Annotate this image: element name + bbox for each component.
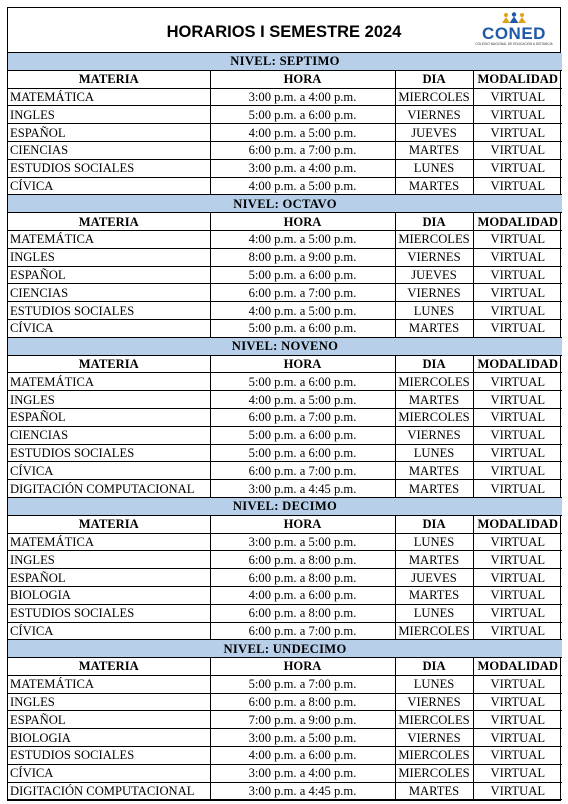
title-row — [8, 8, 560, 53]
time-cell: 3:00 p.m. a 4:00 p.m. — [210, 764, 395, 782]
time-cell: 3:00 p.m. a 5:00 p.m. — [210, 533, 395, 551]
table-row — [8, 729, 562, 747]
day-cell: MARTES — [395, 782, 473, 800]
day-cell: MIERCOLES — [395, 711, 473, 729]
subject-cell: MATEMÁTICA — [8, 373, 210, 391]
day-cell: MIERCOLES — [395, 764, 473, 782]
table-row — [8, 124, 562, 142]
mode-cell: VIRTUAL — [473, 373, 562, 391]
time-cell: 3:00 p.m. a 4:45 p.m. — [210, 480, 395, 498]
column-header-row — [8, 213, 562, 231]
time-cell: 4:00 p.m. a 6:00 p.m. — [210, 586, 395, 604]
subject-cell: ESPAÑOL — [8, 124, 210, 142]
time-cell: 3:00 p.m. a 4:00 p.m. — [210, 88, 395, 106]
day-cell: MARTES — [395, 391, 473, 409]
time-cell: 5:00 p.m. a 6:00 p.m. — [210, 319, 395, 337]
header-hora: HORA — [210, 213, 395, 231]
day-cell: MIERCOLES — [395, 622, 473, 640]
subject-cell: INGLES — [8, 106, 210, 124]
subject-cell: BIOLOGIA — [8, 729, 210, 747]
day-cell: MARTES — [395, 319, 473, 337]
table-row — [8, 159, 562, 177]
mode-cell: VIRTUAL — [473, 124, 562, 142]
mode-cell: VIRTUAL — [473, 782, 562, 800]
table-row — [8, 586, 562, 604]
subject-cell: INGLES — [8, 693, 210, 711]
day-cell: MARTES — [395, 141, 473, 159]
day-cell: MIERCOLES — [395, 230, 473, 248]
header-modalidad: MODALIDAD — [473, 658, 562, 676]
table-row — [8, 604, 562, 622]
header-dia: DIA — [395, 515, 473, 533]
subject-cell: INGLES — [8, 248, 210, 266]
table-row — [8, 711, 562, 729]
time-cell: 5:00 p.m. a 6:00 p.m. — [210, 426, 395, 444]
table-row — [8, 533, 562, 551]
day-cell: VIERNES — [395, 106, 473, 124]
mode-cell: VIRTUAL — [473, 106, 562, 124]
table-row — [8, 141, 562, 159]
day-cell: MIERCOLES — [395, 373, 473, 391]
table-row — [8, 230, 562, 248]
logo-subtitle: COLEGIO NACIONAL DE EDUCACIÓN A DISTANCIA — [475, 42, 553, 46]
subject-cell: ESTUDIOS SOCIALES — [8, 747, 210, 765]
time-cell: 6:00 p.m. a 7:00 p.m. — [210, 622, 395, 640]
level-row — [8, 497, 562, 515]
table-row — [8, 782, 562, 800]
day-cell: VIERNES — [395, 426, 473, 444]
day-cell: MIERCOLES — [395, 408, 473, 426]
table-row — [8, 319, 562, 337]
mode-cell: VIRTUAL — [473, 177, 562, 195]
header-materia: MATERIA — [8, 213, 210, 231]
header-materia: MATERIA — [8, 70, 210, 88]
time-cell: 4:00 p.m. a 5:00 p.m. — [210, 124, 395, 142]
mode-cell: VIRTUAL — [473, 533, 562, 551]
day-cell: VIERNES — [395, 729, 473, 747]
table-row — [8, 480, 562, 498]
mode-cell: VIRTUAL — [473, 391, 562, 409]
day-cell: LUNES — [395, 159, 473, 177]
day-cell: VIERNES — [395, 248, 473, 266]
table-row — [8, 284, 562, 302]
day-cell: LUNES — [395, 533, 473, 551]
subject-cell: INGLES — [8, 551, 210, 569]
mode-cell: VIRTUAL — [473, 462, 562, 480]
time-cell: 3:00 p.m. a 4:45 p.m. — [210, 782, 395, 800]
time-cell: 4:00 p.m. a 5:00 p.m. — [210, 391, 395, 409]
day-cell: MARTES — [395, 480, 473, 498]
subject-cell: CÍVICA — [8, 319, 210, 337]
table-row — [8, 391, 562, 409]
header-hora: HORA — [210, 658, 395, 676]
header-materia: MATERIA — [8, 658, 210, 676]
time-cell: 4:00 p.m. a 5:00 p.m. — [210, 230, 395, 248]
subject-cell: ESTUDIOS SOCIALES — [8, 604, 210, 622]
day-cell: LUNES — [395, 444, 473, 462]
header-dia: DIA — [395, 70, 473, 88]
mode-cell: VIRTUAL — [473, 284, 562, 302]
header-modalidad: MODALIDAD — [473, 70, 562, 88]
day-cell: JUEVES — [395, 569, 473, 587]
time-cell: 5:00 p.m. a 6:00 p.m. — [210, 444, 395, 462]
time-cell: 6:00 p.m. a 7:00 p.m. — [210, 141, 395, 159]
mode-cell: VIRTUAL — [473, 569, 562, 587]
mode-cell: VIRTUAL — [473, 266, 562, 284]
column-header-row — [8, 355, 562, 373]
time-cell: 6:00 p.m. a 8:00 p.m. — [210, 693, 395, 711]
mode-cell: VIRTUAL — [473, 622, 562, 640]
table-row — [8, 675, 562, 693]
header-hora: HORA — [210, 515, 395, 533]
subject-cell: CÍVICA — [8, 177, 210, 195]
header-dia: DIA — [395, 355, 473, 373]
coned-logo — [472, 12, 556, 48]
table-row — [8, 551, 562, 569]
time-cell: 8:00 p.m. a 9:00 p.m. — [210, 248, 395, 266]
level-title: NIVEL: NOVENO — [8, 337, 562, 355]
time-cell: 6:00 p.m. a 8:00 p.m. — [210, 551, 395, 569]
mode-cell: VIRTUAL — [473, 230, 562, 248]
column-header-row — [8, 658, 562, 676]
time-cell: 6:00 p.m. a 8:00 p.m. — [210, 569, 395, 587]
mode-cell: VIRTUAL — [473, 551, 562, 569]
schedule-sheet — [7, 7, 561, 801]
day-cell: VIERNES — [395, 284, 473, 302]
time-cell: 4:00 p.m. a 6:00 p.m. — [210, 747, 395, 765]
header-modalidad: MODALIDAD — [473, 213, 562, 231]
mode-cell: VIRTUAL — [473, 480, 562, 498]
subject-cell: CÍVICA — [8, 622, 210, 640]
mode-cell: VIRTUAL — [473, 729, 562, 747]
mode-cell: VIRTUAL — [473, 747, 562, 765]
day-cell: LUNES — [395, 604, 473, 622]
time-cell: 4:00 p.m. a 5:00 p.m. — [210, 177, 395, 195]
subject-cell: MATEMÁTICA — [8, 230, 210, 248]
mode-cell: VIRTUAL — [473, 141, 562, 159]
subject-cell: CÍVICA — [8, 462, 210, 480]
table-row — [8, 88, 562, 106]
subject-cell: BIOLOGIA — [8, 586, 210, 604]
time-cell: 6:00 p.m. a 7:00 p.m. — [210, 462, 395, 480]
day-cell: VIERNES — [395, 693, 473, 711]
subject-cell: MATEMÁTICA — [8, 88, 210, 106]
page-title: HORARIOS I SEMESTRE 2024 — [166, 23, 402, 41]
header-dia: DIA — [395, 658, 473, 676]
table-row — [8, 462, 562, 480]
mode-cell: VIRTUAL — [473, 159, 562, 177]
subject-cell: ESTUDIOS SOCIALES — [8, 159, 210, 177]
day-cell: JUEVES — [395, 124, 473, 142]
schedule-table — [8, 53, 562, 800]
time-cell: 5:00 p.m. a 6:00 p.m. — [210, 266, 395, 284]
level-row — [8, 195, 562, 213]
subject-cell: CIENCIAS — [8, 426, 210, 444]
day-cell: MIERCOLES — [395, 88, 473, 106]
table-row — [8, 622, 562, 640]
mode-cell: VIRTUAL — [473, 675, 562, 693]
level-row — [8, 53, 562, 70]
subject-cell: CIENCIAS — [8, 284, 210, 302]
header-dia: DIA — [395, 213, 473, 231]
level-title: NIVEL: SEPTIMO — [8, 53, 562, 70]
mode-cell: VIRTUAL — [473, 426, 562, 444]
subject-cell: ESPAÑOL — [8, 569, 210, 587]
logo-text: CONED — [482, 24, 546, 43]
table-row — [8, 444, 562, 462]
table-row — [8, 106, 562, 124]
header-hora: HORA — [210, 70, 395, 88]
table-row — [8, 569, 562, 587]
day-cell: MARTES — [395, 586, 473, 604]
time-cell: 3:00 p.m. a 4:00 p.m. — [210, 159, 395, 177]
time-cell: 3:00 p.m. a 5:00 p.m. — [210, 729, 395, 747]
time-cell: 7:00 p.m. a 9:00 p.m. — [210, 711, 395, 729]
day-cell: MIERCOLES — [395, 747, 473, 765]
table-row — [8, 373, 562, 391]
level-row — [8, 337, 562, 355]
subject-cell: DIGITACIÓN COMPUTACIONAL — [8, 782, 210, 800]
table-row — [8, 248, 562, 266]
time-cell: 4:00 p.m. a 5:00 p.m. — [210, 302, 395, 320]
day-cell: MARTES — [395, 551, 473, 569]
header-modalidad: MODALIDAD — [473, 515, 562, 533]
day-cell: LUNES — [395, 675, 473, 693]
time-cell: 5:00 p.m. a 7:00 p.m. — [210, 675, 395, 693]
time-cell: 6:00 p.m. a 7:00 p.m. — [210, 408, 395, 426]
people-icon — [500, 12, 528, 24]
header-materia: MATERIA — [8, 515, 210, 533]
level-title: NIVEL: OCTAVO — [8, 195, 562, 213]
subject-cell: ESTUDIOS SOCIALES — [8, 302, 210, 320]
column-header-row — [8, 515, 562, 533]
mode-cell: VIRTUAL — [473, 88, 562, 106]
time-cell: 6:00 p.m. a 8:00 p.m. — [210, 604, 395, 622]
mode-cell: VIRTUAL — [473, 604, 562, 622]
mode-cell: VIRTUAL — [473, 302, 562, 320]
subject-cell: ESPAÑOL — [8, 711, 210, 729]
time-cell: 5:00 p.m. a 6:00 p.m. — [210, 373, 395, 391]
level-title: NIVEL: DECIMO — [8, 497, 562, 515]
mode-cell: VIRTUAL — [473, 586, 562, 604]
table-row — [8, 302, 562, 320]
subject-cell: ESTUDIOS SOCIALES — [8, 444, 210, 462]
header-modalidad: MODALIDAD — [473, 355, 562, 373]
subject-cell: CÍVICA — [8, 764, 210, 782]
table-row — [8, 408, 562, 426]
mode-cell: VIRTUAL — [473, 693, 562, 711]
mode-cell: VIRTUAL — [473, 764, 562, 782]
header-materia: MATERIA — [8, 355, 210, 373]
subject-cell: ESPAÑOL — [8, 408, 210, 426]
table-row — [8, 747, 562, 765]
mode-cell: VIRTUAL — [473, 248, 562, 266]
table-row — [8, 426, 562, 444]
level-row — [8, 640, 562, 658]
level-title: NIVEL: UNDECIMO — [8, 640, 562, 658]
subject-cell: CIENCIAS — [8, 141, 210, 159]
day-cell: JUEVES — [395, 266, 473, 284]
day-cell: LUNES — [395, 302, 473, 320]
time-cell: 6:00 p.m. a 7:00 p.m. — [210, 284, 395, 302]
header-hora: HORA — [210, 355, 395, 373]
subject-cell: INGLES — [8, 391, 210, 409]
table-row — [8, 177, 562, 195]
table-row — [8, 764, 562, 782]
mode-cell: VIRTUAL — [473, 408, 562, 426]
table-row — [8, 266, 562, 284]
mode-cell: VIRTUAL — [473, 319, 562, 337]
mode-cell: VIRTUAL — [473, 444, 562, 462]
mode-cell: VIRTUAL — [473, 711, 562, 729]
column-header-row — [8, 70, 562, 88]
subject-cell: MATEMÁTICA — [8, 675, 210, 693]
day-cell: MARTES — [395, 462, 473, 480]
table-row — [8, 693, 562, 711]
time-cell: 5:00 p.m. a 6:00 p.m. — [210, 106, 395, 124]
schedule-body — [8, 53, 562, 800]
subject-cell: DIGITACIÓN COMPUTACIONAL — [8, 480, 210, 498]
day-cell: MARTES — [395, 177, 473, 195]
subject-cell: MATEMÁTICA — [8, 533, 210, 551]
subject-cell: ESPAÑOL — [8, 266, 210, 284]
